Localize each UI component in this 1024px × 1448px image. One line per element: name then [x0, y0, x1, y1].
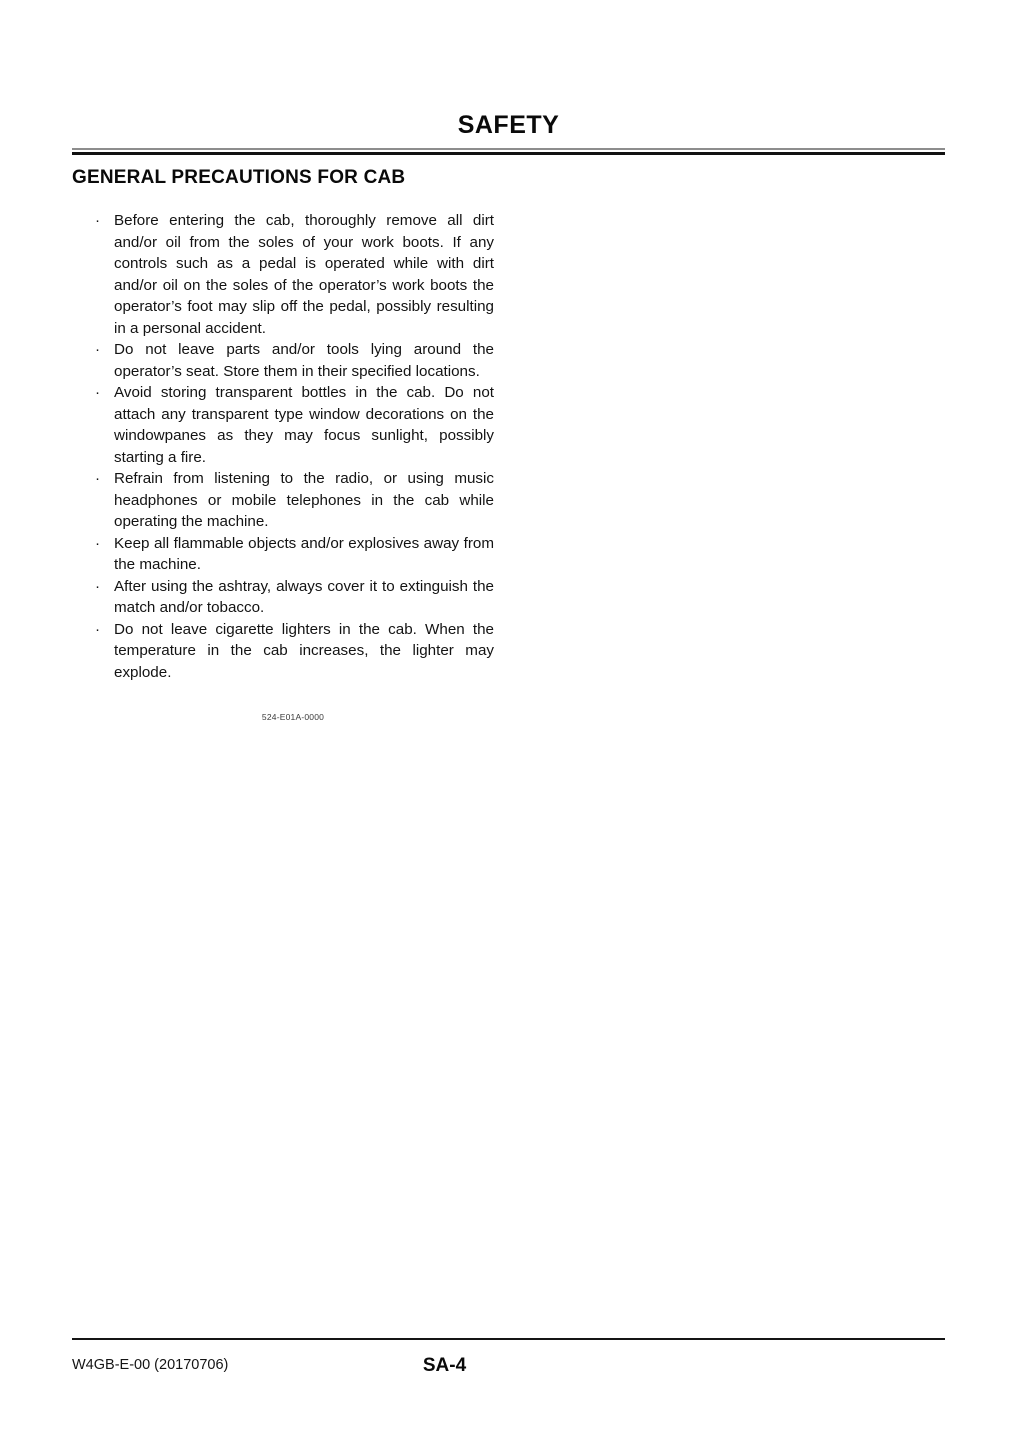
footer-document-id: W4GB-E-00 (20170706)	[72, 1357, 229, 1373]
footer-row	[72, 1357, 945, 1381]
list-item	[92, 210, 494, 339]
list-item-text: Before entering the cab, thoroughly remove all dirt and/or oil from the soles of your work boots. If any controls such as a pedal is operated while with dirt and/or oil on the soles of the operator’s work boots the operator’s foot may slip off the pedal, possibly resulting in a personal accident.	[114, 212, 494, 337]
page-footer	[72, 1338, 945, 1381]
footer-page-number: SA-4	[422, 1355, 467, 1376]
footer-divider	[72, 1338, 945, 1340]
list-item-text: Do not leave parts and/or tools lying around the operator’s seat. Store them in their specified locations.	[114, 341, 494, 380]
figure-reference-code: 524-E01A-0000	[261, 712, 325, 722]
precautions-list	[92, 210, 494, 683]
bullet-icon: ·	[95, 470, 101, 487]
page-header	[72, 112, 945, 155]
section-heading: GENERAL PRECAUTIONS FOR CAB	[72, 167, 406, 188]
list-item-text: Keep all flammable objects and/or explosives away from the machine.	[114, 534, 494, 573]
list-item-text: After using the ashtray, always cover it to extinguish the match and/or tobacco.	[114, 577, 494, 616]
list-item	[92, 382, 494, 468]
bullet-icon: ·	[95, 534, 101, 552]
page-title: SAFETY	[457, 111, 560, 139]
list-item-text: Do not leave cigarette lighters in the cab. When the temperature in the cab increases, the lighter may explode.	[114, 620, 494, 681]
header-rule-thick	[72, 152, 945, 155]
list-item	[92, 533, 494, 576]
bullet-icon: ·	[95, 620, 101, 638]
bullet-icon: ·	[95, 384, 101, 401]
list-item	[92, 619, 494, 684]
bullet-icon: ·	[95, 212, 101, 229]
header-divider	[72, 148, 945, 155]
bullet-icon: ·	[95, 577, 101, 595]
body-column	[92, 210, 494, 683]
list-item	[92, 576, 494, 619]
list-item-text: Refrain from listening to the radio, or using music headphones or mobile telephones in the cab while operating the machine.	[114, 470, 494, 530]
list-item	[92, 339, 494, 382]
bullet-icon: ·	[95, 341, 101, 358]
list-item	[92, 468, 494, 533]
list-item-text: Avoid storing transparent bottles in the cab. Do not attach any transparent type window decorations on the windowpanes as they may focus sunlight, possibly starting a fire.	[114, 384, 494, 466]
